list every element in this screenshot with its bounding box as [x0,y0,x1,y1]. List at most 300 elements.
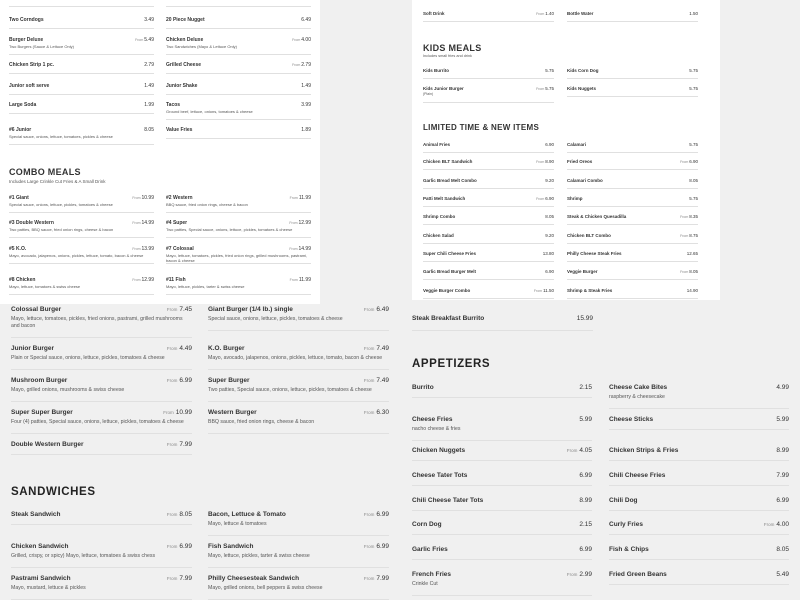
menu-item[interactable] [412,447,592,454]
divider [412,559,592,560]
price-value: 3.49 [144,17,154,23]
item-price [776,384,789,391]
menu-item[interactable] [9,0,154,1]
price-value: 8.05 [689,269,698,274]
price-value: 8.90 [545,159,554,164]
item-price [364,543,389,550]
item-description: Mayo, avocado, jalapenos, onions, pickles, lettuce, tomato, bacon & cheese [208,355,383,361]
menu-item[interactable] [412,497,592,504]
price-value: 7.49 [376,377,389,384]
price-value: 6.99 [179,377,192,384]
divider [609,408,789,409]
menu-item[interactable] [567,233,698,238]
item-name: Cheese Fries [412,416,453,423]
price-value: 6.90 [689,159,698,164]
item-name: Fried Green Beans [609,571,667,578]
item-price [680,214,698,219]
price-from-label: From [363,512,375,517]
item-price [567,571,592,578]
menu-item[interactable] [412,384,592,391]
item-price [167,345,192,352]
item-price [776,472,789,479]
item-price [545,233,554,238]
price-from-label: From [536,197,545,201]
divider [567,261,698,262]
divider [609,429,789,430]
sandwiches-title: SANDWICHES [11,486,96,498]
menu-item[interactable] [208,575,389,592]
divider [11,337,192,338]
menu-item[interactable] [609,571,789,578]
menu-item[interactable] [166,0,311,1]
menu-item[interactable] [9,195,154,207]
item-name: #3 Double Western [9,220,54,226]
price-value: 5.75 [689,68,698,73]
price-value: 6.90 [545,142,554,147]
menu-item[interactable] [423,159,554,164]
price-value: 4.99 [776,384,789,391]
price-from-label: From [292,63,301,67]
item-name: Corn Dog [412,521,442,528]
appetizers-title: APPETIZERS [412,358,491,370]
menu-item[interactable] [567,269,698,274]
item-price [301,0,311,1]
menu-item[interactable] [9,102,154,108]
price-value: 3.99 [301,102,311,108]
divider [423,169,554,170]
price-value: 6.49 [376,306,389,313]
price-from-label: From [132,278,141,282]
price-value: 13.80 [542,251,554,256]
divider [609,534,789,535]
menu-item[interactable] [166,277,311,289]
item-price [579,521,592,528]
price-value: 4.49 [179,345,192,352]
item-name: Garlic Fries [412,546,448,553]
price-value: 5.99 [776,416,789,423]
divider [11,524,192,525]
item-name: #7 Colossal [166,246,194,252]
menu-item[interactable] [423,196,554,201]
menu-item[interactable] [9,83,154,89]
divider [166,237,311,238]
price-value: 6.90 [545,269,554,274]
price-from-label: From [363,378,375,383]
menu-item[interactable] [166,195,311,207]
price-value: 1.89 [301,127,311,133]
divider [567,298,698,299]
divider [9,28,154,29]
item-name: Kids Corn Dog [567,68,599,73]
divider [166,73,311,74]
item-name: Chicken Sandwich [11,543,69,550]
item-name: #6 Junior [9,127,32,133]
item-price [680,233,698,238]
menu-item[interactable] [567,86,698,91]
item-price [545,142,554,147]
menu-item[interactable] [166,37,311,49]
price-from-label: From [536,160,545,164]
item-price [364,377,389,384]
price-value: 2.15 [579,521,592,528]
menu-item[interactable] [11,511,192,518]
divider [567,243,698,244]
item-description: BBQ sauce, fried onion rings, cheese & bacon [208,419,315,425]
item-name: #4 Super [166,220,188,226]
price-value: 10.99 [141,195,154,201]
price-value: 8.35 [689,214,698,219]
menu-item[interactable] [9,246,154,258]
price-value: 14.99 [141,220,154,226]
item-price [579,497,592,504]
item-price [579,472,592,479]
menu-item[interactable] [9,62,154,68]
divider [567,96,698,97]
divider [609,510,789,511]
price-from-label: From [166,346,178,351]
divider [567,21,698,22]
menu-item[interactable] [166,62,311,68]
item-price [680,159,698,164]
price-value: 2.15 [579,384,592,391]
menu-item[interactable] [412,472,592,479]
divider [412,595,592,596]
item-description: (Plain) [423,92,434,96]
item-name: Fish Sandwich [208,543,254,550]
menu-item[interactable] [423,11,554,16]
divider [11,369,192,370]
item-price [289,246,311,252]
divider [567,224,698,225]
menu-item[interactable] [208,409,389,426]
divider [208,599,389,600]
item-description: Special sauce, onions, lettuce, pickles, tomatoes & cheese [9,202,113,207]
kids-meals-title: KIDS MEALS [423,43,482,53]
item-price [132,246,154,252]
price-value: 5.49 [144,37,154,43]
divider [9,237,154,238]
price-from-label: From [363,346,375,351]
item-price [364,345,389,352]
menu-item[interactable] [609,497,789,504]
item-name: Garlic Bread Melt Combo [423,178,477,183]
menu-item[interactable] [609,472,789,479]
menu-item[interactable] [412,546,592,553]
price-from-label: From [536,87,545,91]
price-value: 8.05 [179,511,192,518]
item-name: Cheese Cake Bites [609,384,668,391]
menu-item[interactable] [208,511,389,528]
item-name: Junior soft serve [9,83,50,89]
item-name: Shrimp & Steak Fries [567,288,613,293]
menu-item[interactable] [609,521,789,528]
item-price [167,441,192,448]
item-description: Crinkle Cut [412,581,438,587]
menu-item[interactable] [609,416,789,423]
divider [208,401,389,402]
price-value: 13.99 [141,246,154,252]
menu-item[interactable] [609,546,789,553]
price-value: 11.99 [298,195,311,201]
divider [166,119,311,120]
divider [423,188,554,189]
combo-meals-title: COMBO MEALS [9,167,81,177]
price-value: 6.99 [776,497,789,504]
item-name: Garlic Bread Burger Melt [423,269,477,274]
price-from-label: From [166,544,178,549]
menu-item[interactable] [11,543,192,560]
price-value: 5.49 [776,571,789,578]
item-price [292,62,311,68]
item-name: Kids Nuggets [567,86,597,91]
menu-item[interactable] [567,196,698,201]
divider [609,485,789,486]
price-from-label: From [163,410,174,415]
menu-item[interactable] [11,345,192,362]
price-from-label: From [135,38,144,42]
price-from-label: From [132,196,141,200]
menu-item[interactable] [423,288,554,293]
divider [11,401,192,402]
price-value: 8.99 [579,497,592,504]
item-price [567,447,592,454]
price-value: 8.99 [776,447,789,454]
menu-item[interactable] [412,571,592,587]
menu-item[interactable] [166,17,311,23]
menu-item[interactable] [9,127,154,139]
price-from-label: From [166,512,178,517]
item-price [364,511,389,518]
divider [166,212,311,213]
price-value: 8.05 [776,546,789,553]
menu-item[interactable] [412,521,592,528]
price-value: 6.49 [301,17,311,23]
price-value: 6.99 [579,546,592,553]
price-value: 5.75 [689,196,698,201]
divider [9,54,154,55]
divider [567,152,698,153]
menu-item[interactable] [567,214,698,219]
price-value: 5.99 [579,416,592,423]
menu-item[interactable] [567,178,698,183]
item-price [687,251,698,256]
menu-item[interactable] [423,269,554,274]
menu-item[interactable] [567,11,698,16]
menu-item[interactable] [166,127,311,133]
price-value: 9.20 [545,233,554,238]
menu-item[interactable] [9,37,154,49]
divider [567,188,698,189]
item-name: Philly Cheesesteak Sandwich [208,575,300,582]
price-value: 1.50 [689,11,698,16]
item-name: Patti Melt Sandwich [423,196,466,201]
menu-item[interactable] [423,251,554,256]
menu-item[interactable] [423,233,554,238]
divider [166,294,311,295]
menu-item[interactable] [567,68,698,73]
item-price [545,68,554,73]
price-from-label: From [132,221,141,225]
item-name: Burrito [412,384,434,391]
divider [166,28,311,29]
menu-item[interactable] [166,220,311,232]
divider [208,369,389,370]
item-name [9,0,39,1]
menu-item[interactable] [423,178,554,183]
item-price [364,575,389,582]
item-name: Chili Cheese Fries [609,472,666,479]
menu-card-top-right [412,0,720,300]
item-name: Colossal Burger [11,306,62,313]
item-name: Kids Burrito [423,68,450,73]
divider [609,584,789,585]
item-price [689,142,698,147]
item-name: Kids Junior Burger [423,86,464,91]
menu-item[interactable] [11,306,192,330]
price-from-label: From [166,576,178,581]
price-from-label: From [363,410,375,415]
divider [423,243,554,244]
price-value: 2.79 [144,62,154,68]
item-name: Calamari [567,142,587,147]
menu-item[interactable] [9,220,154,232]
item-price [776,447,789,454]
item-name: Curly Fries [609,521,643,528]
menu-card-top-left [0,0,320,304]
menu-item[interactable] [166,246,311,263]
item-price [545,214,554,219]
menu-item[interactable] [423,86,554,96]
menu-item[interactable] [609,447,789,454]
item-name: French Fries [412,571,452,578]
divider [423,224,554,225]
item-description: Mayo, lettuce, tomatoes & swiss cheese [9,284,81,289]
price-value: 5.75 [545,86,554,91]
price-value: 6.99 [579,472,592,479]
item-price [144,83,154,89]
price-from-label: From [536,12,545,16]
divider [166,54,311,55]
divider [423,102,554,103]
item-price [689,178,698,183]
price-value: 6.30 [376,409,389,416]
price-value: 9.20 [545,178,554,183]
menu-item[interactable] [166,83,311,89]
menu-item[interactable] [9,277,154,289]
divider [423,152,554,153]
item-price [289,220,311,226]
menu-item[interactable] [208,543,389,560]
item-name [166,0,196,1]
menu-item[interactable] [208,345,389,362]
price-value [301,0,311,1]
menu-item[interactable] [609,384,789,400]
price-from-label: From [533,289,543,293]
menu-item[interactable] [9,17,154,23]
item-name: Pastrami Sandwich [11,575,71,582]
item-name: #2 Western [166,195,193,201]
item-name: Cheese Tater Tots [412,472,468,479]
divider [9,212,154,213]
menu-item[interactable] [423,214,554,219]
item-name: Steak Breakfast Burrito [412,315,485,322]
item-price [167,511,192,518]
item-price [680,269,698,274]
divider [412,485,592,486]
item-name: Chicken BLT Sandwich [423,159,473,164]
item-name: Animal Fries [423,142,451,147]
item-description: Mayo, lettuce, tomatoes, pickles, fried onion rings, grilled mushrooms, pastrami, bacon & cheese [166,253,308,263]
menu-item[interactable] [11,575,192,592]
menu-item[interactable] [423,142,554,147]
item-description: Ground beef, lettuce, onions, tomatoes & cheese [166,109,253,114]
item-name: Calamari Combo [567,178,603,183]
divider [412,330,593,331]
divider [208,535,389,536]
menu-item[interactable] [567,251,698,256]
menu-item[interactable] [11,409,192,426]
price-value: 1.40 [545,11,554,16]
menu-item[interactable] [412,315,593,322]
item-name: Value Fries [166,127,193,133]
divider [423,21,554,22]
price-value: 7.99 [179,575,192,582]
item-name: Giant Burger (1/4 lb.) single [208,306,293,313]
item-price [689,196,698,201]
item-price [144,102,154,108]
menu-item[interactable] [208,377,389,394]
price-value: 8.05 [689,178,698,183]
item-name: Chili Dog [609,497,638,504]
item-price [776,497,789,504]
item-description: Mayo, lettuce & tomatoes [208,521,267,527]
menu-item[interactable] [11,441,192,448]
item-name: Junior Burger [11,345,54,352]
divider [11,567,192,568]
menu-item[interactable] [567,159,698,164]
menu-item[interactable] [412,416,592,432]
item-description: Two patties, Special sauce, onions, lettuce, pickles, tomatoes & cheese [166,227,293,232]
item-description: Two Sandwiches (Mayo & Lettuce Only) [166,44,237,49]
menu-item[interactable] [11,377,192,394]
item-price [776,416,789,423]
menu-item[interactable] [567,288,698,293]
menu-item[interactable] [423,68,554,73]
price-from-label: From [166,378,178,383]
price-from-label: From [566,572,578,577]
item-name: Fried Oreos [567,159,593,164]
price-value: 2.79 [301,62,311,68]
item-price [290,195,311,201]
item-price [579,416,592,423]
item-description: Grilled, crispy, or spicy) Mayo, lettuce, tomatoes & swiss chess [11,553,156,559]
item-name: 20 Piece Nugget [166,17,205,23]
item-price [163,409,192,416]
menu-item[interactable] [567,142,698,147]
item-name: Super Chili Cheese Fries [423,251,477,256]
price-value: 15.99 [576,315,593,322]
price-from-label: From [363,576,375,581]
item-price [536,11,554,16]
item-name: Veggie Burger [567,269,598,274]
menu-item[interactable] [166,102,311,114]
item-name: Burger Deluxe [9,37,44,43]
divider [412,397,592,398]
item-price [689,86,698,91]
menu-item[interactable] [208,306,389,323]
item-price [536,196,554,201]
item-price [689,68,698,73]
